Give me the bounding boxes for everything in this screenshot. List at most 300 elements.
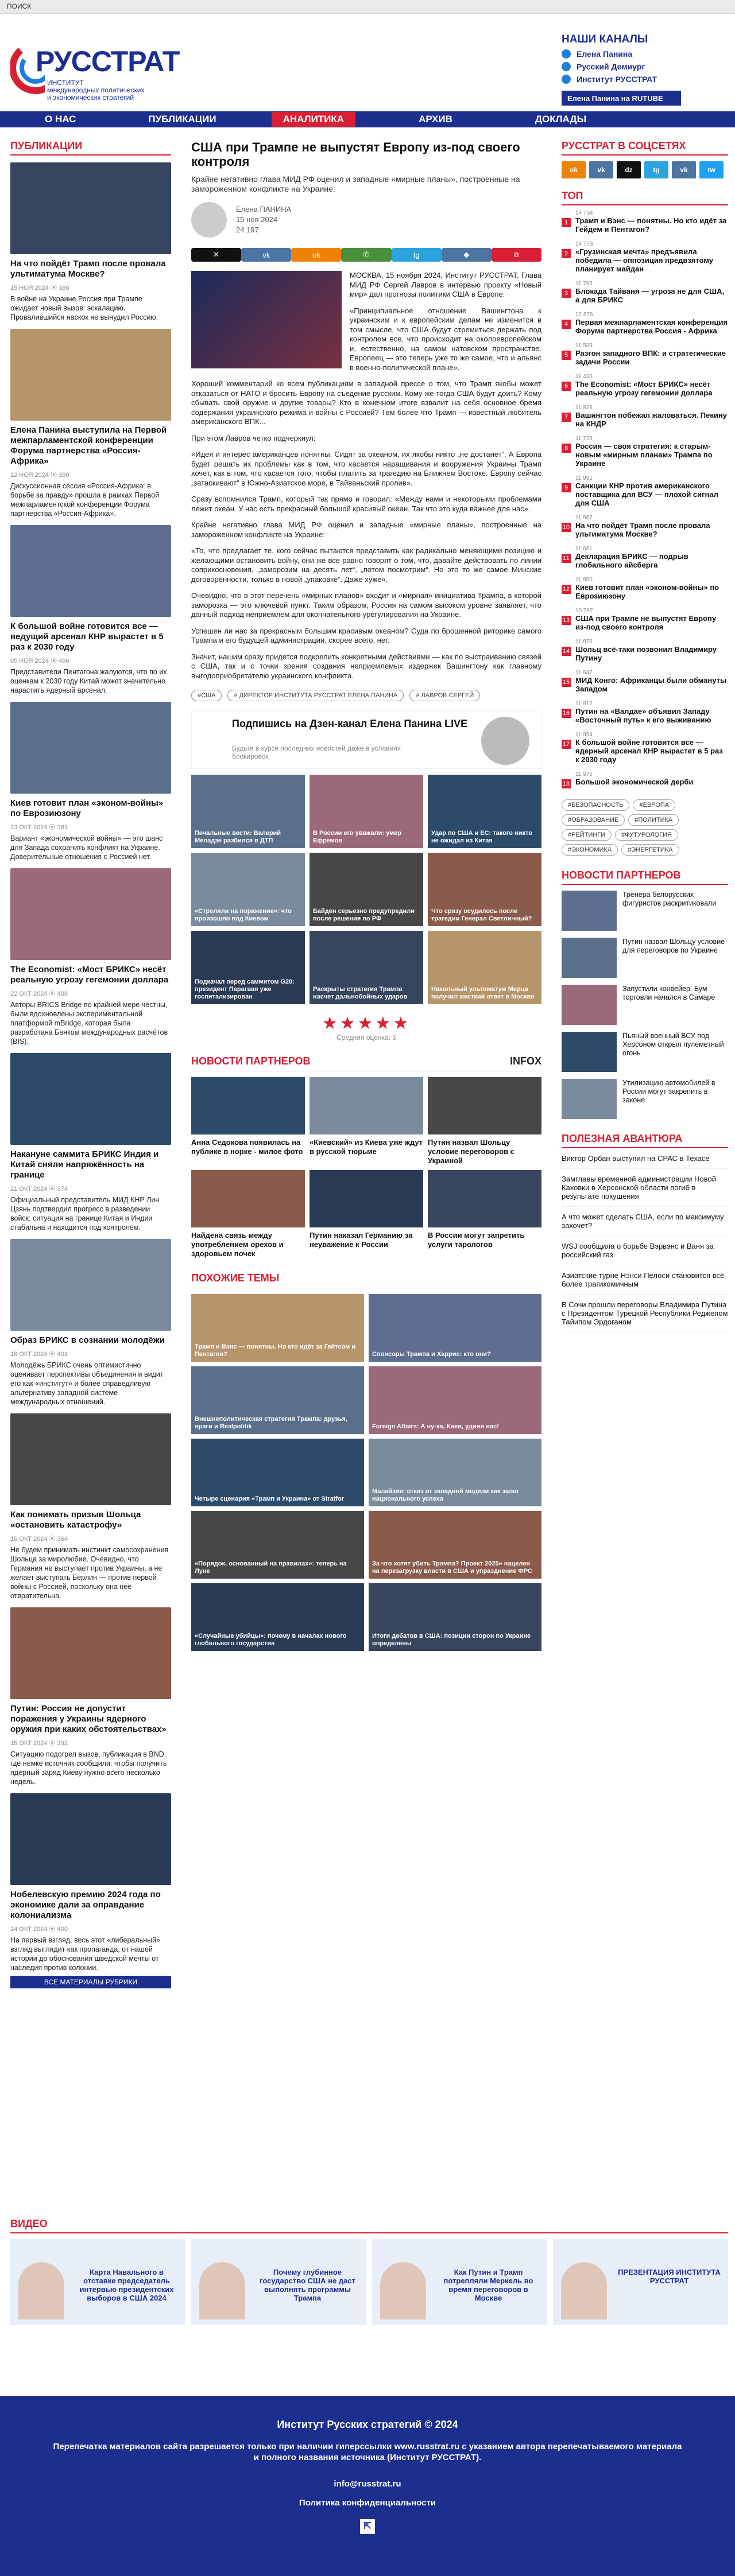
top-rank: 1: [562, 218, 571, 227]
partner-news-title: Пьяный военный ВСУ под Херсоном открыл пулеметный огонь: [622, 1032, 724, 1057]
top-rank: 6: [562, 382, 571, 391]
article-body: [191, 271, 541, 681]
copy-share-button[interactable]: ⧉: [492, 248, 541, 262]
similar-head: ПОХОЖИЕ ТЕМЫ: [191, 1272, 541, 1288]
top-views: 11 975: [575, 771, 593, 778]
publication-title[interactable]: Накануне саммита БРИКС Индия и Китай сняли напряжённость на границе: [10, 1149, 159, 1180]
top-views: 11 954: [575, 732, 593, 738]
telegram-icon: [562, 62, 571, 71]
top-item[interactable]: [562, 436, 728, 468]
partner-news-title: Путин назвал Шольцу условие для переговоров по Украине: [622, 938, 725, 954]
vk-share-button[interactable]: vk: [241, 248, 291, 262]
topic-chip[interactable]: #ПОЛИТИКА: [628, 814, 679, 826]
top-title: Санкции КНР против американского поставщика для ВСУ — плохой сигнал для США: [575, 481, 718, 507]
similar-card[interactable]: [191, 1511, 364, 1579]
similar-title: Трамп и Вэнс — понятны. Но кто идёт за Гейтсом и Пентагон?: [195, 1343, 356, 1358]
top-item[interactable]: [562, 577, 728, 600]
publication-title[interactable]: Елена Панина выступила на Первой межпарламентской конференции Форума партнерства «Россия-Африка»: [10, 425, 167, 466]
publication-meta: 16 ОКТ 2024 ⦿ 364: [10, 1536, 68, 1543]
infox-logo[interactable]: INFOX: [509, 1055, 541, 1067]
top-item[interactable]: [562, 475, 728, 507]
top-views: 11 728: [575, 436, 593, 442]
top-title: США при Трампе не выпустят Европу из-под своего контроля: [575, 614, 717, 631]
top-views: 11 876: [575, 639, 593, 645]
nav-item[interactable]: АРХИВ: [419, 114, 452, 125]
topic-chips: [562, 796, 728, 856]
top-title: Россия — своя стратегия: к старым-новым «мирным планам» Трампа по Украине: [575, 442, 713, 468]
top-views: 14 734: [575, 210, 593, 216]
publication-image: [10, 1793, 171, 1885]
partner-news-image: [562, 1032, 617, 1072]
tag[interactable]: # ДИРЕКТОР ИНСТИТУТА РУССТРАТ ЕЛЕНА ПАНИНА: [227, 690, 404, 701]
presenter-photo: [380, 2262, 426, 2319]
publication-image: [10, 1413, 171, 1505]
similar-title: Внешнеполитическая стратегия Трампа: друзья, враги и Realpolitik: [195, 1416, 347, 1430]
footer-email[interactable]: info@russtrat.ru: [334, 2479, 401, 2489]
article-date: 15 ноя 2024: [236, 215, 278, 224]
top-item[interactable]: [562, 515, 728, 538]
top-title: The Economist: «Мост БРИКС» несёт реальную угрозу гегемонии доллара: [575, 380, 713, 397]
article-paragraph: «Идея и интерес американцев понятны. Сидят за океаном, их якобы никто „не достанет“. А Европа будет решать их проблемы как в том, что касается наращивания и вооружения Украины Трамп хочет, как в том, что касается того, чтобы платить за трагедию на Ближнем Востоке. Европу сейчас „затаскивают“ в Южно-Азиатское море, в Тайваньский пролив».: [191, 450, 541, 487]
top-title: «Грузинская мечта» предъявила победила — оппозиция предвзятому планирует майдан: [575, 247, 714, 273]
feed-card[interactable]: [191, 931, 305, 1004]
all-materials-button[interactable]: ВСЕ МАТЕРИАЛЫ РУБРИКИ: [10, 1976, 171, 1988]
top-views: 10 797: [575, 608, 593, 614]
partner-card[interactable]: [310, 1077, 423, 1165]
article-paragraph: Успешен ли нас за прекрасным большим красивым океаном? Суда по брошенной риторике самого Трампа и его будущей администрации, скорее всего, нет.: [191, 626, 541, 644]
publication-image: [10, 525, 171, 617]
partner-image: [191, 1170, 305, 1227]
partner-news-item[interactable]: [562, 985, 728, 1025]
similar-card[interactable]: [369, 1583, 541, 1651]
article-paragraph: МОСКВА, 15 ноября 2024, Институт РУССТРАТ. Глава МИД РФ Сергей Лавров в интервью проекту «Новый мир» дал прогнозы политики США в Европе:: [350, 271, 541, 298]
top-item[interactable]: [562, 210, 728, 234]
subscribe-title: Подпишись на Дзен-канал Елена Панина LIVE: [232, 718, 468, 729]
top-rank: 4: [562, 320, 571, 329]
partner-news-item[interactable]: [562, 1079, 728, 1119]
publication-title[interactable]: Путин: Россия не допустит поражения у Украины ядерного оружия при каких обстоятельствах»: [10, 1704, 167, 1734]
presenter-photo: [561, 2262, 607, 2319]
topic-chip[interactable]: #ЭНЕРГЕТИКА: [621, 844, 679, 856]
feed-card-title: Удар по США и ЕС: такого никто не ожидал из Китая: [431, 830, 532, 844]
publication-item[interactable]: [10, 702, 171, 861]
nav-item[interactable]: ПУБЛИКАЦИИ: [148, 114, 216, 125]
top-views: 11 950: [575, 577, 593, 583]
top-rank: 18: [562, 780, 570, 787]
nav-item[interactable]: ДОКЛАДЫ: [535, 114, 587, 125]
similar-title: Foreign Affairs: А ну-ка, Киев, удиви нас!: [372, 1423, 499, 1430]
avatar: [191, 202, 227, 238]
article-tags: [191, 687, 541, 701]
channels: [562, 33, 728, 106]
partner-card[interactable]: [191, 1077, 305, 1165]
top-title: Блокада Тайваня — угроза не для США, а для БРИКС: [575, 287, 725, 304]
publication-meta: 21 ОКТ 2024 ⦿ 374: [10, 1186, 68, 1192]
video-title: ВИДЕО: [10, 2218, 728, 2233]
publication-meta: 23 ОКТ 2024 ⦿ 361: [10, 824, 68, 831]
topic-chip[interactable]: #ЕВРОПА: [633, 799, 675, 811]
top-rank: 8: [562, 444, 571, 453]
top-views: 11 928: [575, 405, 593, 411]
logo-title: РУССТРАТ: [36, 45, 180, 77]
publication-text: Молодёжь БРИКС очень оптимистично оценивает перспективы объединения и видит его как «институт» и более справедливую альтернативу западной системе международных отношений.: [10, 1361, 164, 1406]
video-title: Карта Навального в отставке председатель интервью президентских выборов в США 2024: [79, 2268, 174, 2302]
top-views: 11 589: [575, 343, 593, 349]
publication-meta: 14 ОКТ 2024 ⦿ 400: [10, 1926, 68, 1933]
feed-card-title: В России его уважали: умер Ефремов: [313, 830, 402, 844]
publication-text: Не будем принимать инстинкт самосохранения Шольца за миролюбие. Очевидно, что Германия не выступает против Украины, а не желает выступать Берлин — против первой войны с Россией, поскольку она неё отвратительна.: [10, 1546, 169, 1600]
publication-item[interactable]: [10, 1607, 171, 1786]
feed-card-title: Печальные вести: Валерий Меладзе разбился в ДТП: [195, 830, 281, 844]
feed-card[interactable]: [428, 853, 541, 926]
publication-image: [10, 868, 171, 960]
article-photo: [191, 271, 342, 368]
partner-image: [428, 1077, 541, 1134]
top-rank: 7: [562, 413, 571, 422]
top-views: 11 947: [575, 670, 593, 676]
tag[interactable]: # ЛАВРОВ СЕРГЕЙ: [409, 690, 480, 701]
publication-meta: 15 ОКТ 2024 ⦿ 392: [10, 1740, 68, 1747]
similar-card[interactable]: [191, 1366, 364, 1434]
main-nav: [0, 111, 735, 127]
top-item[interactable]: [562, 639, 728, 662]
top-rank: 14: [562, 648, 570, 655]
publication-text: Ситуацию подогрел вызов, публикация в BND, где немке источник сообщили: чтобы получить ядерный заряд Киеву нужно всего несколько недель.: [10, 1750, 167, 1786]
topbar: [0, 0, 735, 14]
feed-card[interactable]: [191, 775, 305, 848]
publication-meta: 15 НОЯ 2024 ⦿ 386: [10, 285, 69, 292]
similar-card[interactable]: [369, 1511, 541, 1579]
publication-title[interactable]: На что пойдёт Трамп после провала ультиматума Москве?: [10, 259, 166, 279]
partner-news-image: [562, 891, 617, 931]
feed-card[interactable]: [310, 853, 423, 926]
np-title: НОВОСТИ ПАРТНЕРОВ: [562, 869, 728, 885]
partner-card[interactable]: [428, 1077, 541, 1165]
logo-subtitle: ИНСТИТУТ международных политических и экономических стратегий: [47, 79, 145, 102]
top-title: Вашингтон побежал жаловаться. Пекину на КНДР: [575, 411, 727, 428]
top-item[interactable]: [562, 312, 728, 335]
publication-title[interactable]: К большой войне готовится все — ведущий арсенал КНР вырастет в 5 раз к 2030 году: [10, 621, 164, 652]
similar-title: «Порядок, основанный на правилах»: теперь на Луне: [195, 1560, 347, 1575]
partners-grid: [191, 1077, 541, 1258]
top-item[interactable]: [562, 241, 728, 273]
channel-item[interactable]: Институт РУССТРАТ: [562, 75, 728, 84]
publication-item[interactable]: [10, 329, 171, 518]
publication-item[interactable]: [10, 1413, 171, 1600]
publication-item[interactable]: [10, 1793, 171, 1972]
partner-news-item[interactable]: [562, 1032, 728, 1072]
top-rank: 9: [562, 483, 571, 492]
social-buttons: [562, 161, 728, 178]
top-views: 11 681: [575, 546, 593, 552]
similar-grid: [191, 1294, 541, 1651]
similar-card[interactable]: [191, 1439, 364, 1506]
dzen-subscribe[interactable]: [191, 712, 541, 769]
top-title: Трамп и Вэнс — понятны. Но кто идёт за Гейдем и Пентагон?: [575, 216, 727, 234]
rating: [191, 1013, 541, 1042]
similar-title: За что хотят убить Трампа? Проект 2025» нацелен на перезагрузку власти в США и упразднение ФРС: [372, 1560, 532, 1575]
publication-text: Представители Пентагона жалуются, что по их оценкам к 2030 году Китай может значительно нарастить ядерный арсенал.: [10, 668, 167, 694]
publication-meta: 05 НОЯ 2024 ⦿ 496: [10, 658, 69, 665]
feed-card[interactable]: [428, 931, 541, 1004]
panina-avatar: [481, 717, 529, 765]
publication-title[interactable]: Киев готовит план «эконом-войны» по Еврозиюзону: [10, 798, 164, 818]
article-paragraph: Хороший комментарий ко всем публикациям в западной прессе о том, что Трамп якобы может отказаться от НАТО и бросить Европу на съедение русским. Кому же тогда США будут доить? Кому сбывать свой оружие и другие товары? Кто в конечном итоге взвалит на себя основное бремя содержания украинского режима и войны с Россией? Тем более что Трамп — известный любитель американского ВПК...: [191, 379, 541, 426]
feed-card[interactable]: [310, 775, 423, 848]
feed-card[interactable]: [310, 931, 423, 1004]
top-views: 12 876: [575, 312, 593, 318]
partner-title: Анна Седокова появилась на публике в норке - милое фото: [191, 1138, 303, 1156]
subscribe-subtitle: Будьте в курсе последних новостей даже в условиях блокировок: [232, 744, 401, 760]
video-card[interactable]: [372, 2239, 547, 2325]
rating-value: Средняя оценка: 5: [336, 1033, 396, 1042]
topic-chip[interactable]: #ОБРАЗОВАНИЕ: [562, 814, 625, 826]
publications-title: ПУБЛИКАЦИИ: [10, 140, 171, 156]
top-rank: 16: [562, 710, 570, 717]
video-card[interactable]: [553, 2239, 728, 2325]
partner-image: [310, 1170, 423, 1227]
news-feed: [191, 775, 541, 1004]
partner-image: [428, 1170, 541, 1227]
article-views: 24 197: [236, 226, 259, 234]
footer-copyright: Институт Русских стратегий © 2024: [277, 2419, 458, 2430]
top-rank: 5: [562, 351, 571, 360]
author-name[interactable]: Елена ПАНИНА: [236, 205, 292, 213]
top-item[interactable]: [562, 374, 728, 397]
telegram-icon: [562, 49, 571, 59]
similar-title: Четыре сценария «Трамп и Украина» от Stratfor: [195, 1495, 345, 1502]
top-title: На что пойдёт Трамп после провала ультиматума Москве?: [575, 521, 710, 538]
partner-news-title: Запустили конвейер. Бум торговли начался в Самаре: [622, 985, 715, 1001]
publication-text: В войне на Украине Россия при Трампе ожидает новый вызов: эскалацию. Провалившийся наскок не вынудил Россию.: [10, 295, 158, 321]
video-section: [10, 2218, 728, 2325]
similar-card[interactable]: [369, 1366, 541, 1434]
top-rank: 12: [562, 586, 570, 593]
search-link[interactable]: ПОИСК: [7, 2, 32, 10]
lent-item[interactable]: А что может сделать США, если по максимуму захочет?: [562, 1207, 728, 1236]
publication-item[interactable]: [10, 162, 171, 322]
right-column: [562, 140, 728, 1332]
article-paragraph: Очевидно, что в этот перечень «мирных планов» входит и «мирная» инициатива Трампа, в которой заморозка — это ключевой пункт. Таким образом, Россия на самом высоком уровне заявляет, что данный подход неприемлем для окончательного урегулирования на Украине.: [191, 591, 541, 619]
dzen-icon[interactable]: dz: [617, 161, 641, 178]
presenter-photo: [199, 2262, 245, 2319]
article-paragraph: При этом Лавров четко подчеркнул:: [191, 433, 316, 442]
footer-privacy-link[interactable]: Политика конфиденциальности: [299, 2498, 436, 2508]
partner-news-image: [562, 985, 617, 1025]
vk-icon[interactable]: vk: [589, 161, 613, 178]
lent-item[interactable]: Виктор Орбан выступил на СРАС в Техасе: [562, 1148, 728, 1169]
topic-chip[interactable]: #ЭКОНОМИКА: [562, 844, 618, 856]
publication-text: Дискуссионная сессия «Россия-Африка: в борьбе за правду» прошла в рамках Первой межпарламентской конференции Форума партнерства «Россия-Африка».: [10, 482, 160, 518]
top-views: 11 991: [575, 475, 593, 481]
whatsapp-share-button[interactable]: ✆: [341, 248, 391, 262]
similar-title: Спонсоры Трампа и Харрис: кто они?: [372, 1351, 491, 1358]
partner-title: Путин назвал Шольцу условие переговоров с Украиной: [428, 1138, 514, 1165]
top-item[interactable]: [562, 343, 728, 366]
x-share-button[interactable]: ✕: [191, 248, 241, 262]
partner-image: [310, 1077, 423, 1134]
publication-item[interactable]: [10, 1053, 171, 1232]
top-item[interactable]: [562, 405, 728, 428]
partner-news-item[interactable]: [562, 938, 728, 978]
similar-card[interactable]: [191, 1294, 364, 1362]
publication-item[interactable]: [10, 525, 171, 695]
top-title: ТОП: [562, 190, 728, 205]
article-paragraph: Крайне негативно глава МИД РФ оценил и западные «мирные планы», построенные на замороженном конфликте на Украине:: [191, 520, 541, 539]
ok-share-button[interactable]: ok: [291, 248, 341, 262]
publication-meta: 22 ОКТ 2024 ⦿ 408: [10, 990, 68, 997]
top-views: 11 795: [575, 281, 593, 287]
partner-card[interactable]: [428, 1170, 541, 1258]
top-rank: 13: [562, 617, 570, 624]
feed-card-title: Нахальный ультиматум Мерца получил жесткий ответ в Москве: [431, 986, 535, 1000]
top-title: МИД Конго: Африканцы были обмануты Западом: [575, 676, 727, 693]
lent-item[interactable]: Замглавы временной администрации Новой Каховки в Херсонской области погиб в результате покушения: [562, 1169, 728, 1207]
publication-image: [10, 329, 171, 421]
publication-title[interactable]: Нобелевскую премию 2024 года по экономике дали за оправдание колониализма: [10, 1890, 161, 1920]
article-paragraph: Сразу вспомнился Трамп, который так прямо и говорил: «Между нами и некоторыми проблемами лежит океан. У нас есть прекрасный большой красивый океан. Так что это куда важнее для нас».: [191, 495, 541, 513]
publication-meta: 12 НОЯ 2024 ⦿ 390: [10, 472, 69, 479]
similar-card[interactable]: [191, 1583, 364, 1651]
top-item[interactable]: [562, 701, 728, 724]
lent-item[interactable]: Азиатские турне Нэнси Пелоси становится всё более трагикомичным: [562, 1265, 728, 1295]
footer-notice: Перепечатка материалов сайта разрешается только при наличии гиперссылки www.russtrat.ru с указанием автора перепечатываемого материала и полного названия источника (Институт РУССТРАТ).: [53, 2442, 682, 2462]
telegram-share-button[interactable]: tg: [392, 248, 442, 262]
top-title: Разгон западного ВПК: и стратегические задачи России: [575, 349, 726, 366]
lent-title: ПОЛЕЗНАЯ АВАНТЮРА: [562, 1133, 728, 1148]
similar-title: Итоги дебатов в США: позиции сторон по Украине определены: [372, 1633, 531, 1647]
topic-chip[interactable]: #ФУТУРОЛОГИЯ: [615, 829, 678, 841]
top-rank: 3: [562, 289, 571, 298]
lent-item[interactable]: В Сочи прошли переговоры Владимира Путина с Президентом Турецкой Республики Реджепом Тайипом Эрдоганом: [562, 1295, 728, 1332]
feed-card-title: Раскрыты стратегия Трампа насчет дальнобойных ударов: [313, 986, 408, 1000]
top-item[interactable]: [562, 608, 728, 631]
feed-card[interactable]: [191, 853, 305, 926]
channel-item[interactable]: Русский Демиург: [562, 62, 728, 71]
top-item[interactable]: [562, 771, 728, 788]
top-title: К большой войне готовится все — ядерный арсенал КНР вырастет в 5 раз к 2030 году: [575, 738, 723, 764]
top-rank: 15: [562, 679, 570, 686]
feed-card-title: «Стреляли на поражение»: что произошло под Киевом: [195, 908, 292, 922]
topic-chip[interactable]: #РЕЙТИНГИ: [562, 829, 612, 841]
similar-title: «Случайные убийцы»: почему в началах нового глобального государства: [195, 1633, 347, 1647]
partner-title: Найдена связь между употреблением орехов и здоровьем почек: [191, 1231, 284, 1258]
presenter-photo: [18, 2262, 64, 2319]
publication-title[interactable]: The Economist: «Мост БРИКС» несёт реальную угрозу гегемонии доллара: [10, 965, 169, 985]
tag[interactable]: #США: [191, 690, 222, 701]
video-card[interactable]: [191, 2239, 366, 2325]
top-item[interactable]: [562, 281, 728, 304]
ok-icon[interactable]: ok: [562, 161, 586, 178]
partner-news-item[interactable]: [562, 891, 728, 931]
top-views: 14 773: [575, 241, 593, 247]
top-title: Первая межпарламентская конференция Форума партнерства Россия - Африка: [575, 318, 728, 335]
top-title: Путин на «Валдае» объявил Западу «Восточный путь» к его выживанию: [575, 707, 711, 724]
share-buttons: [191, 248, 541, 262]
publication-text: Авторы BRICS Bridge по крайней мере честны, были вдохновлены экспериментальной платформой mBridge, которая была разработана Банком международных расчётов (BIS).: [10, 1001, 168, 1046]
top-rank: 11: [562, 554, 571, 563]
publication-title[interactable]: Как понимать призыв Шольца «остановить катастрофу»: [10, 1510, 141, 1530]
feed-card-title: Подкачал перед саммитом G20: президент Парагвая уже госпитализирован: [195, 978, 295, 1000]
partner-news-image: [562, 1079, 617, 1119]
top-item[interactable]: [562, 546, 728, 569]
feed-card-title: Что сразу осудилось после трагедии Генерал Светличный?: [431, 908, 532, 922]
top-title: Шольц всё-таки позвонил Владимиру Путину: [575, 645, 717, 662]
article-paragraph: Значит, нашим сразу придется подкрепить конкретными действиями — как по выстраиванию связей с США, так и с точки зрения создания неприемлемых издержек Вашингтону как главному выгодоприобретателю украинского конфликта.: [191, 652, 541, 680]
publication-title[interactable]: Образ БРИКС в сознании молодёжи: [10, 1335, 165, 1345]
publication-meta: 18 ОКТ 2024 ⦿ 401: [10, 1351, 68, 1358]
publication-image: [10, 1053, 171, 1145]
partner-card[interactable]: [310, 1170, 423, 1258]
author-block: [191, 201, 541, 239]
partner-title: Путин наказал Германию за неуважение к России: [310, 1231, 413, 1249]
publication-text: На первый взгляд, весь этот «либеральный» взгляд выглядит как пропаганда, от нашей истории до обоснования шведской мечты от наследия против колонии.: [10, 1936, 161, 1972]
article-paragraph: «То, что предлагает те, кого сейчас пытаются представить как радикально меняющими позицию и желающими остановить войну, они же все равно говорят о том, что, давайте действовать по линии соприкосновения, „заморозим на десять лет“, „потом посмотрим“. Но это то же самое Минские договорённости, только в новой „упаковке“. Даже хуже».: [191, 546, 541, 584]
channels-title: НАШИ КАНАЛЫ: [562, 33, 648, 45]
scroll-up-icon[interactable]: ⇱: [360, 2519, 375, 2534]
top-title: Киев готовит план «эконом-войны» по Еврозиюзону: [575, 583, 719, 600]
vk-share-button-2[interactable]: ◆: [442, 248, 492, 262]
video-card[interactable]: [10, 2239, 185, 2325]
partner-card[interactable]: [191, 1170, 305, 1258]
partner-news-image: [562, 938, 617, 978]
top-title: Большой экономической дерби: [575, 778, 694, 786]
video-title: Как Путин и Трамп потрепляли Меркель во время переговоров в Москве: [443, 2268, 533, 2302]
header: [0, 14, 735, 111]
article-paragraph: «Принципиальное отношение Вашингтона к украинским и к европейским делам не изменится в том смысле, что США будут стремиться держать под контролем все, что происходит на околоевропейском и, естественно, на самом натовском пространстве. Европеец — это теперь уже то же самое, что и альянс в военно-политической плане».: [350, 306, 541, 372]
publication-image: [10, 162, 171, 254]
logo[interactable]: [10, 33, 183, 102]
social-title: РУССТРАТ В СОЦСЕТЯХ: [562, 140, 728, 156]
publication-text: Вариант «экономической войны» — это шанс для Запада сохранить конфликт на Украине. Доверительные отношения с Россией нет.: [10, 834, 163, 861]
nav-item-active[interactable]: АНАЛИТИКА: [272, 112, 355, 127]
publication-item[interactable]: [10, 868, 171, 1046]
vk-icon[interactable]: vk: [672, 161, 696, 178]
top-views: 11 436: [575, 374, 593, 380]
top-views: 11 912: [575, 701, 593, 707]
rating-stars[interactable]: ★★★★★: [322, 1014, 411, 1033]
panina-rutube-button[interactable]: Елена Панина на RUTUBE: [562, 91, 681, 106]
publications-column: [10, 140, 171, 1988]
top-item[interactable]: [562, 670, 728, 693]
nav-item[interactable]: О НАС: [45, 114, 76, 125]
similar-title: Малайзия: отказ от западной модели как залог национального успеха: [372, 1488, 520, 1502]
feed-card-title: Байден серьезно предупредили после решения по РФ: [313, 908, 415, 922]
article: [191, 140, 541, 1651]
article-lead: Крайне негативно глава МИД РФ оценил и западные «мирные планы», построенные на замороженном конфликте на Украине:: [191, 174, 520, 193]
top-rank: 2: [562, 249, 571, 258]
twitter-icon[interactable]: tw: [699, 161, 724, 178]
partner-news-title: Утилизацию автомобилей в России могут закрепить в законе: [622, 1079, 715, 1104]
top-rank: 10: [562, 524, 570, 531]
telegram-icon[interactable]: tg: [644, 161, 668, 178]
lent-item[interactable]: WSJ сообщила о борьбе Вэрвэнс и Ваня за российский газ: [562, 1236, 728, 1265]
similar-card[interactable]: [369, 1294, 541, 1362]
channel-item[interactable]: Елена Панина: [562, 49, 728, 59]
similar-card[interactable]: [369, 1439, 541, 1506]
feed-card[interactable]: [428, 775, 541, 848]
top-item[interactable]: [562, 732, 728, 764]
publication-item[interactable]: [10, 1239, 171, 1406]
publication-image: [10, 1607, 171, 1699]
telegram-icon: [562, 75, 571, 84]
publication-text: Официальный представитель МИД КНР Лин Цзянь подтвердил прогресс в разведении войск: ситуация на границе Китая и Индии стабильна и находится под контролем.: [10, 1196, 160, 1231]
topic-chip[interactable]: #БЕЗОПАСНОСТЬ: [562, 799, 629, 811]
publication-image: [10, 1239, 171, 1331]
partners-head: НОВОСТИ ПАРТНЕРОВ INFOX: [191, 1055, 541, 1071]
top-title: Декларация БРИКС — подрыв глобального айсберга: [575, 552, 688, 569]
article-title: США при Трампе не выпустят Европу из-под своего контроля: [191, 140, 520, 169]
